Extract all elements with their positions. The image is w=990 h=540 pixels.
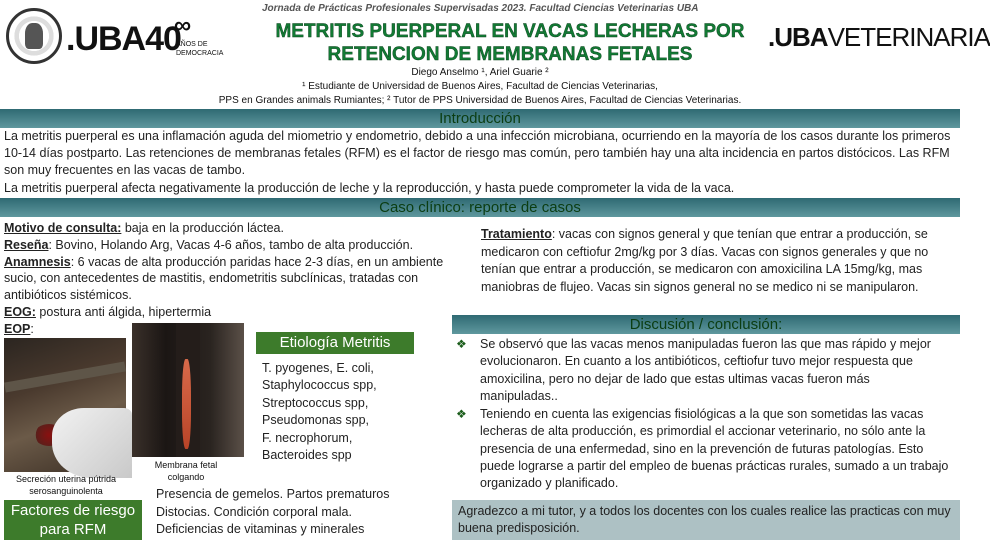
photo-fetal-membrane-caption: Membrana fetal colgando (154, 460, 218, 482)
etiologia-item: Bacteroides spp (262, 448, 352, 463)
etiologia-item: Staphylococcus spp, (262, 378, 377, 393)
tratamiento-label: Tratamiento (481, 227, 552, 241)
motivo-text: baja en la producción láctea. (121, 221, 284, 235)
diamond-bullet-icon: ❖ (456, 407, 467, 422)
tratamiento-block (481, 226, 943, 296)
eog-line (4, 304, 466, 321)
discusion-list (456, 336, 950, 494)
photo-fetal-membrane (132, 323, 244, 457)
resena-line (4, 237, 466, 254)
uba-seal-logo (6, 8, 62, 64)
discusion-item (456, 336, 950, 405)
photo-membrane (182, 359, 191, 449)
eop-label: EOP (4, 321, 31, 336)
etiologia-item: F. necrophorum, (262, 430, 353, 445)
factores-riesgo-heading: Factores de riesgo para RFM (4, 500, 142, 540)
introduccion-paragraph-1: La metritis puerperal es una inflamación aguda del miometrio y endometrio, debido a una infección microbiana, ocurriendo en la mayoría de los casos durante los primeros 10-14 días postparto. Las retenciones de membranas fetales (RFM) es el factor de riesgo mas común, pero también hay una alta incidencia en partos distócicos. Las RFM son muy frecuentes en las vacas de tambo. (4, 129, 951, 178)
discusion-item (456, 406, 950, 492)
tratamiento-text: : vacas con signos general y que tenían que entrar a producción, se medicaron con ceftiofur 2mg/kg por 3 días. Vacas con signos generales y que no tenían que entrar a producción, se medicaron con amoxicilina LA 15mg/kg, mas maniobras de flujeo. Vacas sin signos general no se medico ni se manipularon. (481, 227, 929, 294)
etiologia-list (262, 360, 442, 464)
affiliation-1: ¹ Estudiante de Universidad de Buenos Aires, Facultad de Ciencias Veterinarias, (302, 81, 658, 92)
factores-item: Presencia de gemelos. Partos prematuros (156, 487, 390, 501)
authors: Diego Anselmo ¹, Ariel Guarie ² (411, 67, 549, 78)
section-heading-introduccion: Introducción (0, 109, 960, 128)
anamnesis-line (4, 254, 466, 304)
uba40-logo-subtitle: AÑOS DE DEMOCRACIA (176, 41, 224, 57)
introduccion-paragraph-2: La metritis puerperal afecta negativamente la producción de leche y la reproducción, y hasta puede comprometer la vida de la vaca. (4, 180, 735, 195)
factores-item: Distocias. Condición corporal mala. (156, 504, 352, 519)
logo-uba-part: .UBA (768, 22, 828, 52)
affiliation-2: PPS en Grandes animals Rumiantes; ² Tutor de PPS Universidad de Buenos Aires, Facultad de Ciencias Veterinarias. (218, 95, 742, 106)
resena-text: : Bovino, Holando Arg, Vacas 4-6 años, tambo de alta producción. (48, 237, 414, 252)
uba-veterinaria-logo (768, 24, 990, 50)
photo-uterine-secretion (4, 338, 126, 472)
discusion-item-text: Se observó que las vacas menos manipuladas fueron las que mas rápido y mejor evolucionaron. En cuanto a los antibióticos, ceftiofur tuvo mejor respuesta que amoxicilina, pero no dejar de lado que estas ultimas vacas fueron más manipuladas.. (480, 337, 931, 403)
caso-left-text (4, 220, 466, 338)
infinity-icon: ∞ (174, 12, 192, 39)
etiologia-item: Streptococcus spp, (262, 395, 369, 410)
discusion-item-text: Teniendo en cuenta las exigencias fisiológicas a la que son sometidas las vacas lecheras de alta producción, es primordial el accionar veterinario, no sólo ante la presencia de una enfermedad, sino en la prevención de futuras patologías. Esto puede lograrse a partir del empleo de buenas prácticas rurales, sumado a un trabajo organizado y planificado. (480, 407, 949, 491)
motivo-label: Motivo de consulta: (4, 221, 122, 235)
anamnesis-label: Anamnesis (4, 254, 71, 269)
etiologia-heading: Etiología Metritis (256, 332, 414, 354)
eog-label: EOG: (4, 304, 36, 319)
section-heading-discusion: Discusión / conclusión: (452, 315, 960, 334)
introduccion-body (4, 128, 956, 197)
factores-item: Deficiencias de vitaminas y minerales (156, 522, 365, 537)
eop-text: : (30, 321, 34, 336)
eog-text: postura anti álgida, hipertermia (35, 304, 212, 319)
diamond-bullet-icon: ❖ (456, 337, 467, 351)
logo-veterinaria-part: VETERINARIA (827, 22, 990, 52)
anamnesis-text: : 6 vacas de alta producción paridas hace 2-3 días, en un ambiente sucio, con antecedentes de mastitis, endometritis subclínicas, tratadas con antibióticos sistémicos. (4, 254, 444, 303)
agradecimiento-box: Agradezco a mi tutor, y a todos los docentes con los cuales realice las practicas con muy buena predisposición. (452, 500, 960, 540)
photo-stall-beam (4, 361, 126, 392)
resena-label: Reseña (4, 237, 49, 252)
etiologia-item: Pseudomonas spp, (262, 413, 370, 428)
factores-riesgo-list (156, 486, 446, 539)
etiologia-item: T. pyogenes, E. coli, (262, 361, 374, 375)
motivo-line (4, 220, 466, 237)
poster-title: METRITIS PUERPERAL EN VACAS LECHERAS POR RETENCION DE MEMBRANAS FETALES (275, 21, 745, 65)
photo-uterine-secretion-caption: Secreción uterina pútrida serosanguinolenta (15, 474, 117, 496)
section-heading-caso-clinico: Caso clínico: reporte de casos (0, 198, 960, 217)
photo-glove (52, 408, 132, 478)
uba40-logo-text: .UBA40 (66, 20, 181, 58)
conference-header: Jornada de Prácticas Profesionales Supervisadas 2023. Facultad Ciencias Veterinarias UBA (262, 3, 699, 14)
